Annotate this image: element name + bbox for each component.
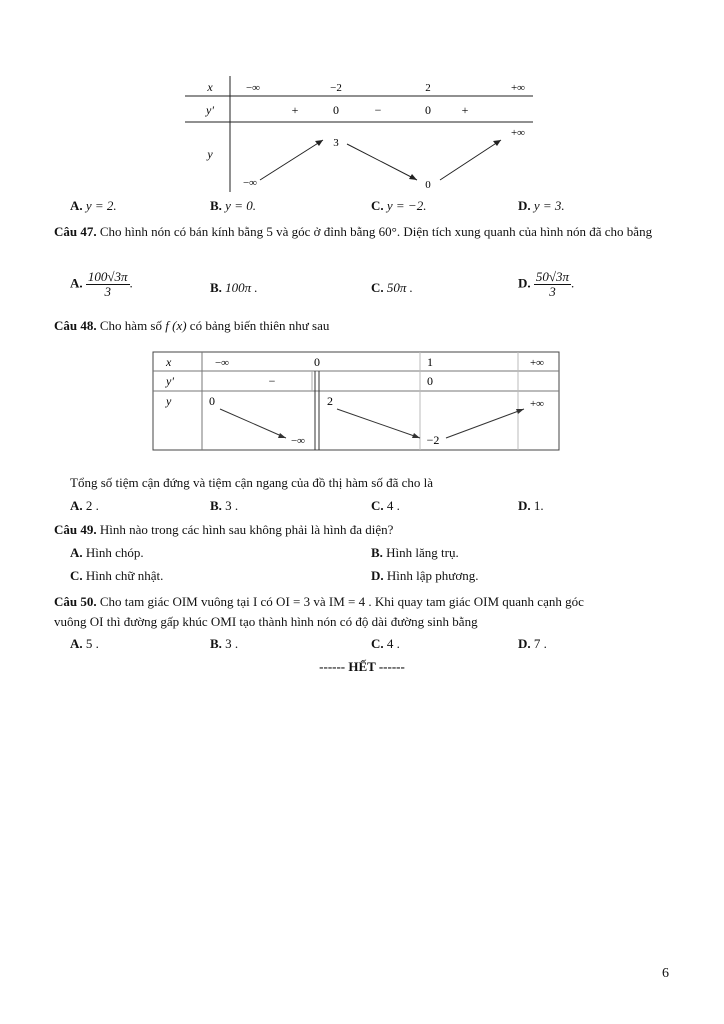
question-49 <box>54 520 674 540</box>
page-number: 6 <box>662 966 669 981</box>
y-pos-inf: +∞ <box>529 398 545 410</box>
q48-question: Tổng số tiệm cận đứng và tiệm cận ngang của đồ thị hàm số đã cho là <box>70 475 434 490</box>
question-label: Câu 49. <box>54 522 97 537</box>
arrow-up <box>446 409 524 438</box>
q47-option-d[interactable]: D. $\frac{50√3\pi}{3}$ . <box>518 269 575 299</box>
yp-label: y' <box>206 103 214 117</box>
arrow-down <box>347 144 417 180</box>
yp-sign-3: + <box>461 103 469 117</box>
y-trough: 0 <box>425 179 431 191</box>
y-neg-inf: −∞ <box>290 435 306 447</box>
yp-zero: 0 <box>427 374 433 388</box>
x-pos-inf: +∞ <box>510 82 526 94</box>
y-end: +∞ <box>510 127 526 139</box>
q50-option-b[interactable]: B. 3 . <box>210 636 239 651</box>
end-marker: ------ HẾT ------ <box>319 659 405 674</box>
question-text-line2: vuông OI thì đường gấp khúc OMI tạo thành hình nón có độ dài đường sinh bằng <box>54 614 478 629</box>
q48-option-c[interactable]: C. 4 . <box>371 498 400 513</box>
q50-option-d[interactable]: D. 7 . <box>518 636 547 651</box>
x-1: 1 <box>427 355 433 369</box>
y-neg-2: −2 <box>426 433 440 447</box>
q46-option-d[interactable]: D. y = 3. <box>518 198 565 213</box>
x-neg-inf: −∞ <box>214 357 230 369</box>
question-50 <box>54 592 674 632</box>
y-2: 2 <box>327 394 333 408</box>
variation-table-q46 <box>185 74 535 194</box>
arrow-down-1 <box>220 409 286 438</box>
y-peak: 3 <box>333 137 339 149</box>
x-neg-inf: −∞ <box>245 82 261 94</box>
arrow-up-1 <box>260 140 323 180</box>
x-label: x <box>166 355 172 369</box>
question-label: Câu 50. <box>54 594 97 609</box>
question-text-line1: Cho tam giác OIM vuông tại I có OI = 3 và IM = 4 . Khi quay tam giác OIM quanh cạnh góc <box>99 594 584 609</box>
variation-table-q48 <box>152 351 562 453</box>
q49-option-b[interactable]: B. Hình lăng trụ. <box>371 545 459 560</box>
x-minus2: −2 <box>330 82 342 94</box>
question-47 <box>54 222 674 242</box>
q47-option-c[interactable]: C. 50π . <box>371 280 413 295</box>
x-0: 0 <box>314 355 320 369</box>
question-label: Câu 47. <box>54 224 97 239</box>
q50-option-a[interactable]: A. 5 . <box>70 636 99 651</box>
q49-option-a[interactable]: A. Hình chóp. <box>70 545 144 560</box>
question-text: Hình nào trong các hình sau không phải là hình đa diện? <box>99 522 394 537</box>
q46-option-c[interactable]: C. y = −2. <box>371 198 427 213</box>
arrow-up-2 <box>440 140 501 180</box>
yp-minus: − <box>268 374 276 388</box>
question-label: Câu 48. <box>54 318 97 333</box>
x-label: x <box>207 80 213 94</box>
x-2: 2 <box>425 82 431 94</box>
q46-option-b[interactable]: B. y = 0. <box>210 198 256 213</box>
q47-option-b[interactable]: B. 100π . <box>210 280 258 295</box>
q48-option-b[interactable]: B. 3 . <box>210 498 239 513</box>
yp-zero-2: 0 <box>425 103 431 117</box>
q48-option-d[interactable]: D. 1. <box>518 498 544 513</box>
q47-option-a[interactable]: A. $\frac{100√3\pi}{3}$ . <box>70 269 133 299</box>
question-48: Câu 48. Cho hàm số f (x) có bảng biến thiên như sau <box>54 318 330 333</box>
x-pos-inf: +∞ <box>529 357 545 369</box>
q50-option-c[interactable]: C. 4 . <box>371 636 400 651</box>
yp-zero-1: 0 <box>333 103 339 117</box>
q46-option-a[interactable]: A. y = 2. <box>70 198 117 213</box>
question-text: Cho hình nón có bán kính bằng 5 và góc ở đỉnh bằng 60°. Diện tích xung quanh của hình nón đã cho bằng <box>99 224 653 239</box>
yp-sign-2: − <box>374 103 382 117</box>
yp-sign-1: + <box>291 103 299 117</box>
y-label: y <box>207 147 213 161</box>
q48-option-a[interactable]: A. 2 . <box>70 498 99 513</box>
yp-label: y' <box>166 374 174 388</box>
arrow-down-2 <box>337 409 420 438</box>
q49-option-c[interactable]: C. Hình chữ nhật. <box>70 568 164 583</box>
y-0: 0 <box>209 394 215 408</box>
q49-option-d[interactable]: D. Hình lập phương. <box>371 568 479 583</box>
y-label: y <box>166 394 172 408</box>
y-start: −∞ <box>242 177 258 189</box>
